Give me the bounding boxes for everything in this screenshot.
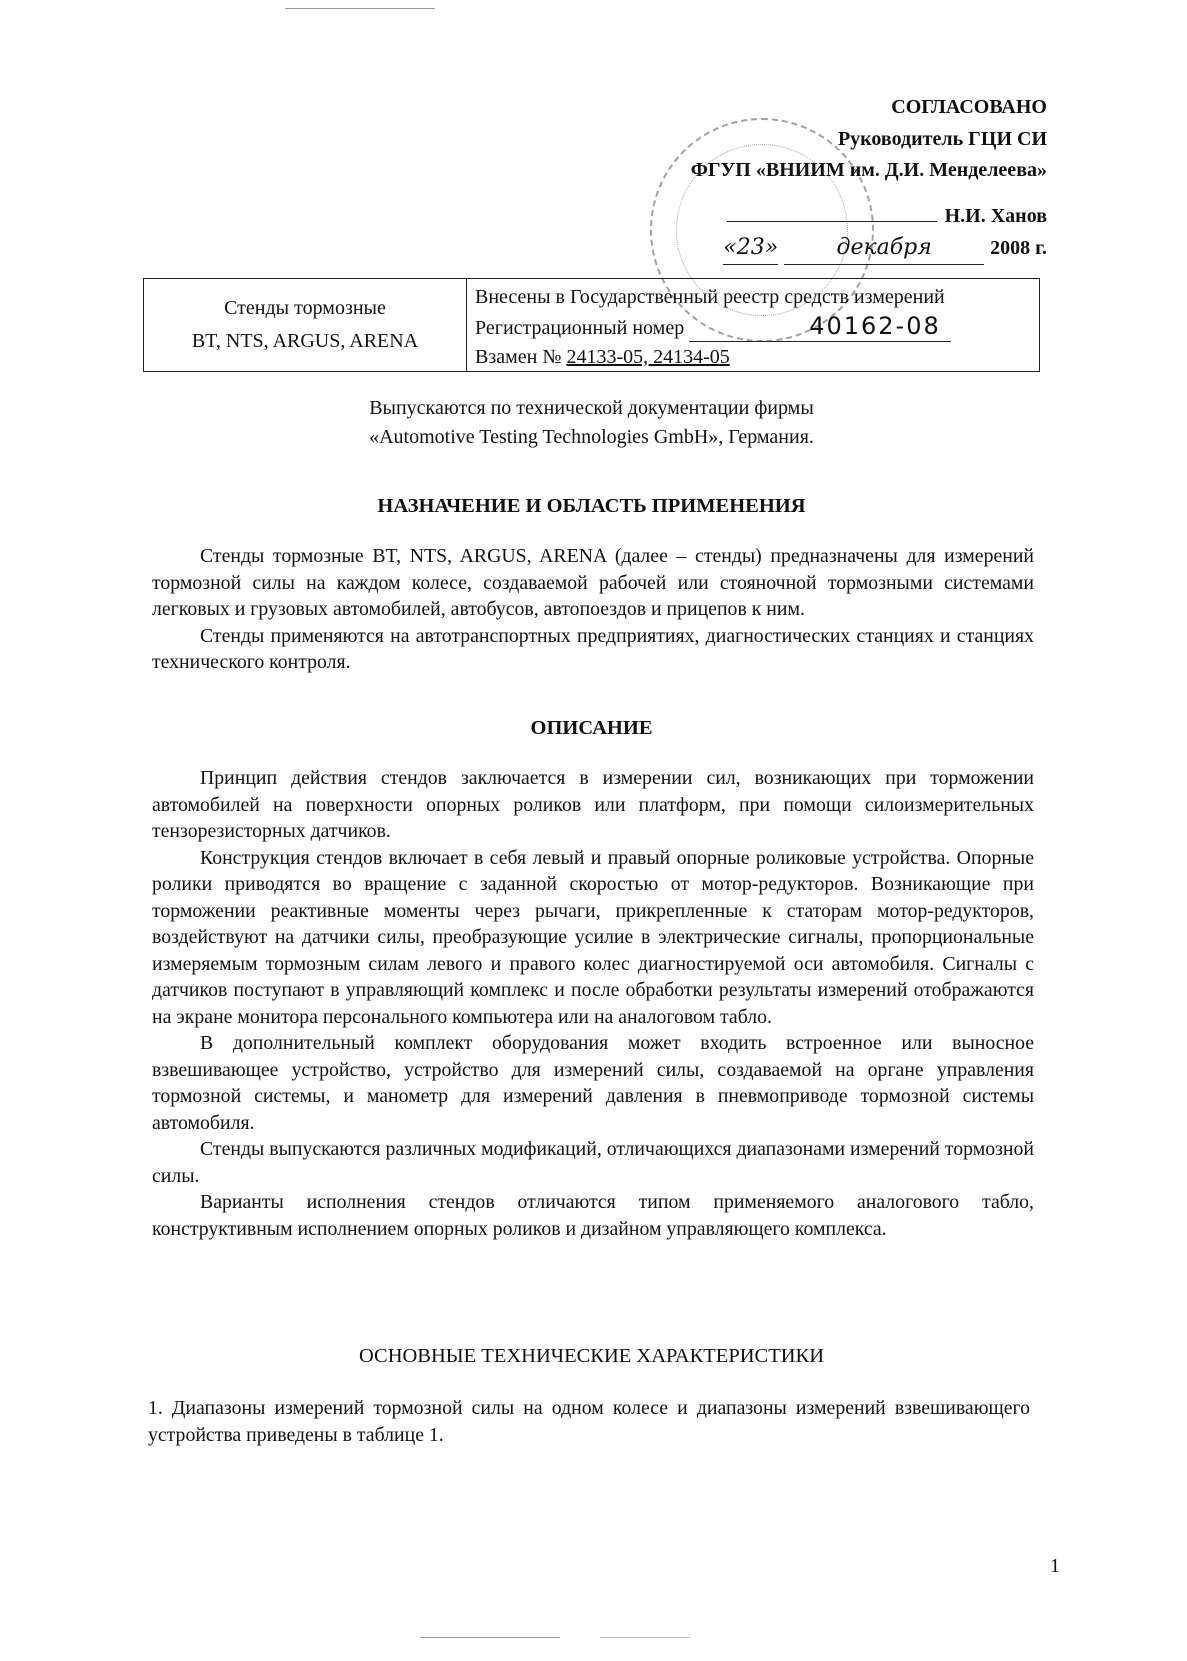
signature-row [607,201,1047,233]
scan-artifact-top [285,8,435,9]
manufacturer-note [143,394,1040,452]
reg-number-row [475,312,1031,343]
product-cell [144,279,467,371]
approval-title: СОГЛАСОВАНО [891,96,1047,118]
paragraph: В дополнительный комплект оборудования может входить встроенное или выносное взвешивающее устройство, устройство для измерений силы, создаваемой на органе управления тормозной системы, и манометр для измерений давления в пневмоприводе тормозной системы автомобиля. [152,1032,1034,1134]
specs-section [148,1395,1030,1448]
registry-cell [467,279,1039,371]
page-number: 1 [1050,1555,1060,1577]
paragraph: Принцип действия стендов заключается в измерении сил, возникающих при торможении автомобилей на поверхности опорных роликов или платформ, при помощи силоизмерительных тензорезисторных датчиков. [152,767,1034,842]
registration-table [143,278,1040,372]
manufacturer-line1: Выпускаются по технической документации фирмы [369,397,814,419]
heading-purpose: НАЗНАЧЕНИЕ И ОБЛАСТЬ ПРИМЕНЕНИЯ [377,495,806,517]
product-models: BT, NTS, ARGUS, ARENA [191,330,419,352]
paragraph: Стенды тормозные BT, NTS, ARGUS, ARENA (далее – стенды) предназначены для измерений тормозной силы на каждом колесе, создаваемой рабочей или стояночной тормозными системами легковых и грузовых автомобилей, автобусов, автопоездов и прицепов к ним. [152,545,1034,620]
scan-artifact-bottom [600,1637,690,1638]
scan-artifact-bottom [420,1637,560,1638]
description-section [152,765,1034,1242]
reg-number-label: Регистрационный номер [475,317,685,339]
approval-organization: ФГУП «ВНИИМ им. Д.И. Менделеева» [690,159,1047,181]
replaces-label: Взамен № [475,346,562,368]
date-year: 2008 г. [990,237,1047,259]
signature-line [727,203,937,222]
signatory-name: Н.И. Ханов [944,204,1047,227]
reg-number-value: 40162-08 [689,312,951,342]
date-month: декабря [784,232,984,265]
heading-specs: ОСНОВНЫЕ ТЕХНИЧЕСКИЕ ХАРАКТЕРИСТИКИ [358,1345,825,1367]
replaces-value: 24133-05, 24134-05 [566,346,730,368]
paragraph: Варианты исполнения стендов отличаются типом применяемого аналогового табло, конструктивным исполнением опорных роликов и дизайном управляющего комплекса. [152,1191,1034,1240]
product-name: Стенды тормозные [224,297,386,319]
approval-date [607,232,1047,265]
date-day: «23» [723,232,778,265]
paragraph: Конструкция стендов включает в себя левый и правый опорные роликовые устройства. Опорные ролики приводятся во вращение с заданной скоростью от мотор-редукторов. Возникающие при торможении реактивные моменты через рычаги, прикрепленные к статорам мотор-редукторов, воздействуют на датчики силы, преобразующие усилие в электрические сигналы, пропорциональные измеряемым тормозным силам левого и правого колес диагностируемой оси автомобиля. Сигналы с датчиков поступают в управляющий комплекс и после обработки результаты измерений отображаются на экране монитора персонального компьютера или на аналоговом табло. [152,846,1034,1028]
paragraph: Стенды применяются на автотранспортных предприятиях, диагностических станциях и станциях технического контроля. [152,624,1034,673]
approval-block [607,92,1047,265]
paragraph: 1. Диапазоны измерений тормозной силы на одном колесе и диапазоны измерений взвешивающего устройства приведены в таблице 1. [148,1397,1030,1446]
replaces-row [475,343,1031,372]
manufacturer-line2: «Automotive Testing Technologies GmbH», Германия. [369,426,814,448]
heading-description: ОПИСАНИЕ [530,717,653,739]
purpose-section [152,543,1034,676]
approval-position: Руководитель ГЦИ СИ [837,127,1047,150]
registry-line: Внесены в Государственный реестр средств измерений [475,286,945,308]
paragraph: Стенды выпускаются различных модификаций, отличающихся диапазонами измерений тормозной силы. [152,1138,1034,1187]
